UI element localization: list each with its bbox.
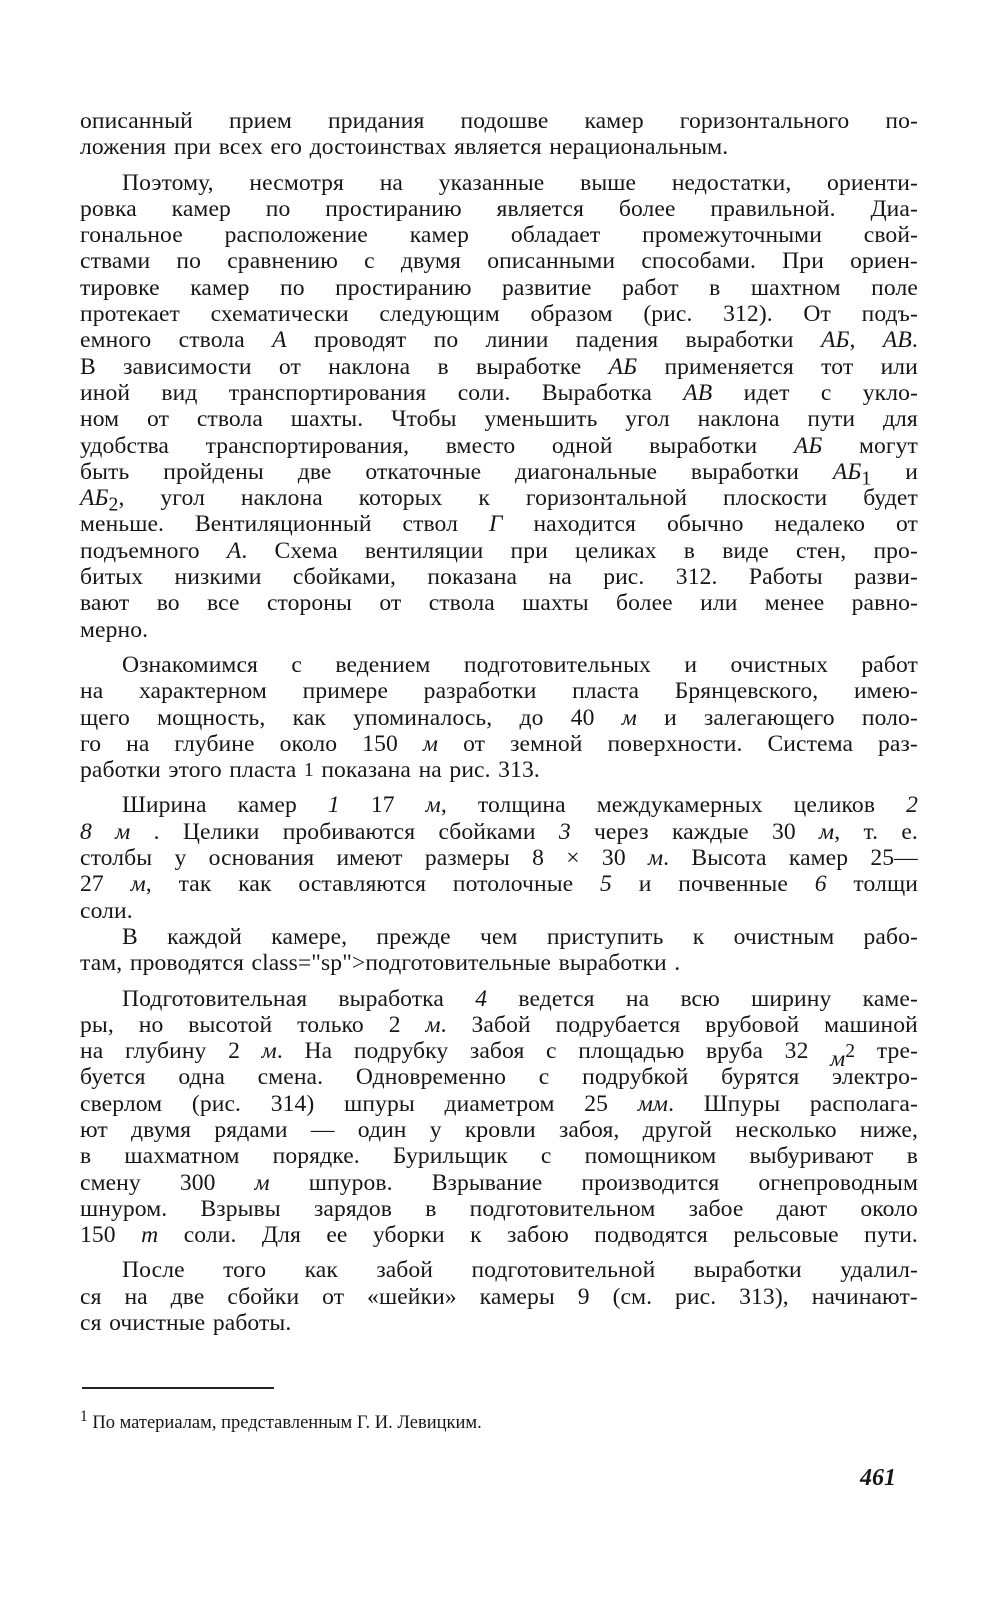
text-line: го на глубине около 150 м от земной поверхности. Система раз- [80, 730, 918, 757]
text-line: столбы у основания имеют размеры 8 × 30 м. Высота камер 25— [80, 845, 918, 872]
text-line: быть пройдены две откаточные диагональные выработки $АБ_1$ и [80, 458, 918, 490]
text-line: сверлом (рис. 314) шпуры диаметром 25 мм. Шпуры располага- [80, 1090, 918, 1117]
text-line: В зависимости от наклона в выработке АБ применяется тот или [80, 353, 918, 380]
text-line: Подготовительная выработка 4 ведется на всю ширину каме- [122, 985, 918, 1012]
page-number: 461 [860, 1465, 896, 1491]
text-line: ры, но высотой только 2 м. Забой подрубается врубовой машиной [80, 1011, 918, 1038]
text-line: ствами по сравнению с двумя описанными способами. При ориен- [80, 248, 918, 275]
text-line: меньше. Вентиляционный ствол Г находится обычно недалеко от [80, 511, 918, 538]
text-line: иной вид транспортирования соли. Выработка АВ идет с укло- [80, 379, 918, 406]
text-line: ровка камер по простиранию является более правильной. Диа- [80, 195, 918, 222]
text-line: тировке камер по простиранию развитие работ в шахтном поле [80, 274, 918, 301]
text-line: $АБ_2$, угол наклона которых к горизонтальной плоскости будет [80, 485, 918, 516]
text-line: ют двумя рядами — один у кровли забоя, другой несколько ниже, [80, 1116, 918, 1143]
footnote [80, 1405, 482, 1435]
text-line: удобства транспортирования, вместо одной выработки АБ могут [80, 432, 918, 459]
text-line: вают во все стороны от ствола шахты более или менее равно- [80, 590, 918, 617]
footnote-text: По материалам, представленным Г. И. Левицким. [92, 1413, 482, 1434]
text-line: соли. [80, 897, 133, 924]
paragraph-gap [80, 1248, 918, 1257]
text-line: щего мощность, как упоминалось, до 40 м и залегающего поло- [80, 704, 918, 731]
main-text [80, 108, 918, 1336]
text-line: ся очистные работы. [80, 1310, 292, 1337]
text-line: гональное расположение камер обладает промежуточными свой- [80, 222, 918, 249]
text-line: мерно. [80, 616, 149, 643]
text-line: в шахматном порядке. Бурильщик с помощником выбуривают в [80, 1143, 918, 1170]
text-line: протекает схематически следующим образом (рис. 312). От подъ- [80, 301, 918, 328]
text-line: емного ствола А проводят по линии падения выработки АБ, АВ. [80, 327, 918, 354]
text-line: 8 м . Целики пробиваются сбойками 3 через каждые 30 м, т. е. [80, 818, 918, 845]
text-line: подъемного А. Схема вентиляции при целиках в виде стен, про- [80, 537, 918, 564]
footnote-mark: 1 [80, 1408, 88, 1425]
text-line: ном от ствола шахты. Чтобы уменьшить угол наклона пути для [80, 406, 918, 433]
page-body [80, 108, 918, 1558]
text-line: работки этого пласта $^1$ показана на рис. 313. [80, 757, 540, 784]
text-line: В каждой камере, прежде чем приступить к очистным рабо- [122, 923, 918, 950]
paragraph-gap [80, 643, 918, 652]
paragraph-gap [80, 977, 918, 986]
text-line: ся на две сбойки от «шейки» камеры 9 (см. рис. 313), начинают- [80, 1283, 918, 1310]
text-line: 27 м, так как оставляются потолочные 5 и почвенные 6 толщи [80, 871, 918, 898]
paragraph-gap [80, 783, 918, 792]
text-line: на глубину 2 м. На подрубку забоя с площадью вруба 32 $м^2$ тре- [80, 1038, 918, 1072]
text-line: ложения при всех его достоинствах является нерациональным. [80, 134, 729, 161]
text-line: буется одна смена. Одновременно с подрубкой бурятся электро- [80, 1064, 918, 1091]
text-line: Поэтому, несмотря на указанные выше недостатки, ориенти- [122, 169, 918, 196]
text-line: описанный прием придания подошве камер горизонтального по- [80, 108, 918, 134]
footnote-rule [82, 1387, 274, 1389]
text-line: битых низкими сбойками, показана на рис. 312. Работы разви- [80, 564, 918, 591]
text-line: Ознакомимся с ведением подготовительных и очистных работ [122, 651, 918, 678]
paragraph-gap [80, 161, 918, 170]
text-line: смену 300 м шпуров. Взрывание производится огнепроводным [80, 1169, 918, 1196]
text-line: там, проводятся class="sp">подготовительные выработки . [80, 950, 681, 977]
text-line: Ширина камер 1 17 м, толщина междукамерных целиков 2 [122, 792, 918, 819]
text-line: 150 т соли. Для ее уборки к забою подводятся рельсовые пути. [80, 1222, 918, 1249]
text-line: После того как забой подготовительной выработки удалил- [122, 1257, 918, 1284]
text-line: на характерном примере разработки пласта Брянцевского, имею- [80, 678, 918, 705]
text-line: шнуром. Взрывы зарядов в подготовительном забое дают около [80, 1195, 918, 1222]
